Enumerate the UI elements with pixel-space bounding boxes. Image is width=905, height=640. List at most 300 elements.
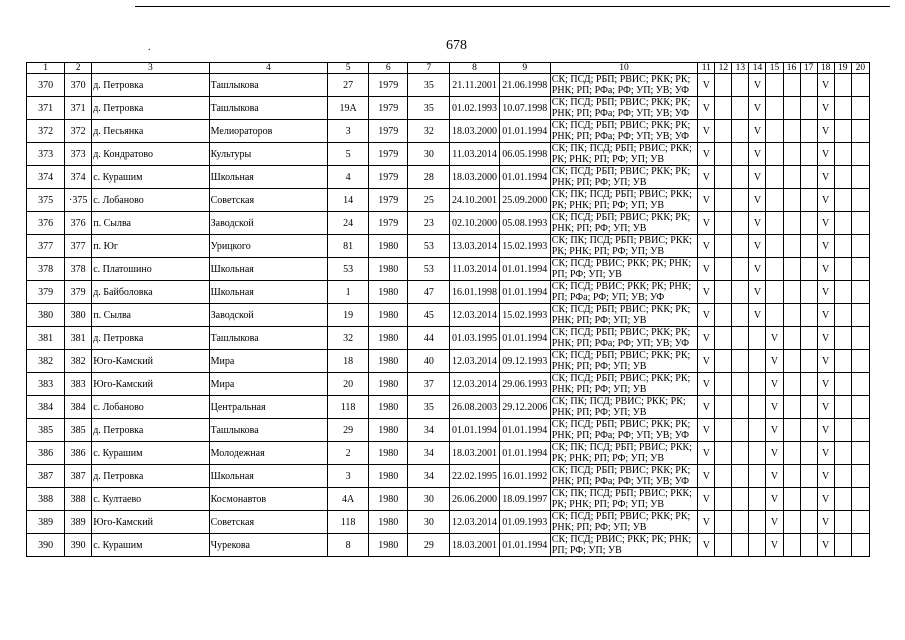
- date-2-cell: 29.12.2006: [499, 396, 550, 419]
- settlement-cell: д. Петровка: [92, 327, 209, 350]
- mark-cell-col-13: [732, 143, 749, 166]
- house-number-cell: 19: [328, 304, 369, 327]
- build-year-cell: 1980: [369, 534, 408, 557]
- street-cell: Заводской: [209, 304, 327, 327]
- house-number-cell: 3: [328, 465, 369, 488]
- mark-cell-col-17: [800, 166, 817, 189]
- mark-cell-col-17: [800, 281, 817, 304]
- mark-cell-col-15: [766, 166, 783, 189]
- date-2-cell: 01.01.1994: [499, 442, 550, 465]
- mark-cell-col-15: [766, 189, 783, 212]
- date-2-cell: 29.06.1993: [499, 373, 550, 396]
- mark-cell-col-15: [766, 304, 783, 327]
- date-2-cell: 01.01.1994: [499, 534, 550, 557]
- mark-cell-col-11: V: [698, 97, 715, 120]
- mark-cell-col-12: [715, 235, 732, 258]
- build-year-cell: 1980: [369, 350, 408, 373]
- page-dot: .: [148, 42, 151, 53]
- row-number: 386: [27, 442, 65, 465]
- date-1-cell: 13.03.2014: [450, 235, 499, 258]
- row-number: 390: [27, 534, 65, 557]
- mark-cell-col-16: [783, 97, 800, 120]
- mark-cell-col-19: [834, 419, 851, 442]
- mark-cell-col-17: [800, 488, 817, 511]
- works-list-cell: СК; ПСД; РБП; РВИС; РКК; РК; РНК; РП; РФа; РФ; УП; УВ; УФ: [550, 120, 698, 143]
- mark-cell-col-15: V: [766, 534, 783, 557]
- settlement-cell: п. Юг: [92, 235, 209, 258]
- mark-cell-col-14: V: [749, 120, 766, 143]
- mark-cell-col-12: [715, 189, 732, 212]
- works-list-cell: СК; ПСД; РВИС; РКК; РК; РНК; РП; РФ; УП; УВ: [550, 534, 698, 557]
- works-list-cell: СК; ПСД; РБП; РВИС; РКК; РК; РНК; РП; РФа; РФ; УП; УВ; УФ: [550, 74, 698, 97]
- mark-cell-col-14: V: [749, 212, 766, 235]
- house-number-cell: 118: [328, 396, 369, 419]
- mark-cell-col-18: V: [817, 488, 834, 511]
- table-row: [27, 212, 870, 235]
- table-row: [27, 396, 870, 419]
- mark-cell-col-17: [800, 304, 817, 327]
- age-cell: 53: [408, 235, 450, 258]
- column-header-12: 12: [715, 63, 732, 74]
- mark-cell-col-12: [715, 212, 732, 235]
- age-cell: 37: [408, 373, 450, 396]
- mark-cell-col-16: [783, 281, 800, 304]
- mark-cell-col-14: V: [749, 143, 766, 166]
- row-number: 380: [27, 304, 65, 327]
- column-header-10: 10: [550, 63, 698, 74]
- mark-cell-col-15: V: [766, 396, 783, 419]
- street-cell: Ташлыкова: [209, 97, 327, 120]
- mark-cell-col-20: [851, 143, 869, 166]
- works-list-cell: СК; ПСД; РБП; РВИС; РКК; РК; РНК; РП; РФа; РФ; УП; УВ; УФ: [550, 419, 698, 442]
- row-number: 374: [27, 166, 65, 189]
- mark-cell-col-13: [732, 442, 749, 465]
- mark-cell-col-18: V: [817, 465, 834, 488]
- mark-cell-col-13: [732, 511, 749, 534]
- settlement-cell: д. Байболовка: [92, 281, 209, 304]
- mark-cell-col-11: V: [698, 511, 715, 534]
- mark-cell-col-16: [783, 212, 800, 235]
- build-year-cell: 1980: [369, 373, 408, 396]
- date-1-cell: 18.03.2001: [450, 442, 499, 465]
- mark-cell-col-19: [834, 97, 851, 120]
- mark-cell-col-13: [732, 488, 749, 511]
- row-number: 376: [27, 212, 65, 235]
- mark-cell-col-11: V: [698, 327, 715, 350]
- mark-cell-col-13: [732, 189, 749, 212]
- works-list-cell: СК; ПСД; РВИС; РКК; РК; РНК; РП; РФ; УП; УВ: [550, 258, 698, 281]
- mark-cell-col-14: [749, 534, 766, 557]
- settlement-cell: с. Курашим: [92, 442, 209, 465]
- mark-cell-col-15: [766, 258, 783, 281]
- mark-cell-col-11: V: [698, 350, 715, 373]
- mark-cell-col-17: [800, 442, 817, 465]
- street-cell: Центральная: [209, 396, 327, 419]
- mark-cell-col-16: [783, 419, 800, 442]
- date-2-cell: 01.09.1993: [499, 511, 550, 534]
- table-row: [27, 74, 870, 97]
- mark-cell-col-18: V: [817, 281, 834, 304]
- mark-cell-col-20: [851, 74, 869, 97]
- mark-cell-col-17: [800, 350, 817, 373]
- column-header-4: 4: [209, 63, 327, 74]
- house-number-cell: 8: [328, 534, 369, 557]
- mark-cell-col-19: [834, 258, 851, 281]
- street-cell: Урицкого: [209, 235, 327, 258]
- mark-cell-col-20: [851, 97, 869, 120]
- mark-cell-col-12: [715, 419, 732, 442]
- table-row: [27, 235, 870, 258]
- mark-cell-col-11: V: [698, 465, 715, 488]
- house-number-cell: 118: [328, 511, 369, 534]
- mark-cell-col-12: [715, 166, 732, 189]
- column-header-8: 8: [450, 63, 499, 74]
- mark-cell-col-13: [732, 74, 749, 97]
- build-year-cell: 1980: [369, 419, 408, 442]
- age-cell: 35: [408, 74, 450, 97]
- row-number: 382: [27, 350, 65, 373]
- table-body: [27, 74, 870, 557]
- mark-cell-col-17: [800, 212, 817, 235]
- date-1-cell: 26.06.2000: [450, 488, 499, 511]
- mark-cell-col-11: V: [698, 373, 715, 396]
- mark-cell-col-16: [783, 396, 800, 419]
- build-year-cell: 1980: [369, 511, 408, 534]
- build-year-cell: 1980: [369, 304, 408, 327]
- page-number: 678: [446, 38, 467, 53]
- street-cell: Школьная: [209, 258, 327, 281]
- row-index: 385: [65, 419, 92, 442]
- street-cell: Ташлыкова: [209, 419, 327, 442]
- mark-cell-col-18: V: [817, 235, 834, 258]
- row-number: 384: [27, 396, 65, 419]
- mark-cell-col-13: [732, 373, 749, 396]
- mark-cell-col-20: [851, 189, 869, 212]
- mark-cell-col-15: [766, 74, 783, 97]
- settlement-cell: с. Курашим: [92, 166, 209, 189]
- mark-cell-col-18: V: [817, 143, 834, 166]
- street-cell: Заводской: [209, 212, 327, 235]
- row-index: 383: [65, 373, 92, 396]
- settlement-cell: д. Петровка: [92, 97, 209, 120]
- mark-cell-col-18: V: [817, 442, 834, 465]
- mark-cell-col-13: [732, 419, 749, 442]
- mark-cell-col-20: [851, 258, 869, 281]
- works-list-cell: СК; ПСД; РБП; РВИС; РКК; РК; РНК; РП; РФ; УП; УВ: [550, 350, 698, 373]
- mark-cell-col-15: [766, 97, 783, 120]
- date-1-cell: 18.03.2000: [450, 166, 499, 189]
- settlement-cell: Юго-Камский: [92, 373, 209, 396]
- house-number-cell: 14: [328, 189, 369, 212]
- mark-cell-col-18: V: [817, 189, 834, 212]
- date-2-cell: 01.01.1994: [499, 120, 550, 143]
- settlement-cell: с. Лобаново: [92, 189, 209, 212]
- age-cell: 25: [408, 189, 450, 212]
- date-1-cell: 02.10.2000: [450, 212, 499, 235]
- mark-cell-col-17: [800, 327, 817, 350]
- mark-cell-col-15: V: [766, 327, 783, 350]
- mark-cell-col-17: [800, 373, 817, 396]
- mark-cell-col-14: V: [749, 189, 766, 212]
- mark-cell-col-17: [800, 120, 817, 143]
- street-cell: Школьная: [209, 465, 327, 488]
- mark-cell-col-19: [834, 396, 851, 419]
- row-index: 381: [65, 327, 92, 350]
- row-index: 376: [65, 212, 92, 235]
- works-list-cell: СК; ПК; ПСД; РБП; РВИС; РКК; РК; РНК; РП; РФ; УП; УВ: [550, 143, 698, 166]
- table-row: [27, 488, 870, 511]
- mark-cell-col-13: [732, 166, 749, 189]
- age-cell: 32: [408, 120, 450, 143]
- row-index: 387: [65, 465, 92, 488]
- works-list-cell: СК; ПК; ПСД; РВИС; РКК; РК; РНК; РП; РФ; УП; УВ: [550, 396, 698, 419]
- mark-cell-col-14: [749, 396, 766, 419]
- row-number: 379: [27, 281, 65, 304]
- settlement-cell: с. Лобаново: [92, 396, 209, 419]
- mark-cell-col-15: V: [766, 488, 783, 511]
- settlement-cell: п. Сылва: [92, 212, 209, 235]
- mark-cell-col-14: V: [749, 74, 766, 97]
- mark-cell-col-13: [732, 235, 749, 258]
- mark-cell-col-17: [800, 419, 817, 442]
- mark-cell-col-20: [851, 396, 869, 419]
- mark-cell-col-17: [800, 143, 817, 166]
- mark-cell-col-20: [851, 511, 869, 534]
- column-header-19: 19: [834, 63, 851, 74]
- age-cell: 35: [408, 97, 450, 120]
- mark-cell-col-20: [851, 235, 869, 258]
- mark-cell-col-13: [732, 465, 749, 488]
- mark-cell-col-17: [800, 258, 817, 281]
- mark-cell-col-16: [783, 258, 800, 281]
- age-cell: 23: [408, 212, 450, 235]
- street-cell: Мира: [209, 350, 327, 373]
- mark-cell-col-11: V: [698, 189, 715, 212]
- row-number: 371: [27, 97, 65, 120]
- table-row: [27, 511, 870, 534]
- street-cell: Молодежная: [209, 442, 327, 465]
- mark-cell-col-14: [749, 419, 766, 442]
- age-cell: 40: [408, 350, 450, 373]
- row-index: 371: [65, 97, 92, 120]
- build-year-cell: 1979: [369, 166, 408, 189]
- column-header-5: 5: [328, 63, 369, 74]
- date-1-cell: 01.02.1993: [450, 97, 499, 120]
- date-2-cell: 09.12.1993: [499, 350, 550, 373]
- street-cell: Ташлыкова: [209, 327, 327, 350]
- mark-cell-col-13: [732, 258, 749, 281]
- row-index: 373: [65, 143, 92, 166]
- mark-cell-col-19: [834, 304, 851, 327]
- mark-cell-col-19: [834, 373, 851, 396]
- mark-cell-col-15: [766, 235, 783, 258]
- mark-cell-col-17: [800, 97, 817, 120]
- mark-cell-col-12: [715, 74, 732, 97]
- mark-cell-col-12: [715, 511, 732, 534]
- mark-cell-col-15: V: [766, 511, 783, 534]
- house-number-cell: 81: [328, 235, 369, 258]
- street-cell: Мелиораторов: [209, 120, 327, 143]
- age-cell: 53: [408, 258, 450, 281]
- mark-cell-col-17: [800, 465, 817, 488]
- settlement-cell: д. Песьянка: [92, 120, 209, 143]
- row-index: 370: [65, 74, 92, 97]
- row-index: 378: [65, 258, 92, 281]
- mark-cell-col-18: V: [817, 327, 834, 350]
- date-1-cell: 12.03.2014: [450, 511, 499, 534]
- table-row: [27, 143, 870, 166]
- mark-cell-col-19: [834, 327, 851, 350]
- street-cell: Советская: [209, 511, 327, 534]
- build-year-cell: 1979: [369, 189, 408, 212]
- mark-cell-col-15: [766, 281, 783, 304]
- table-row: [27, 419, 870, 442]
- row-index: 386: [65, 442, 92, 465]
- mark-cell-col-19: [834, 189, 851, 212]
- house-number-cell: 3: [328, 120, 369, 143]
- works-list-cell: СК; ПСД; РБП; РВИС; РКК; РК; РНК; РП; РФ; УП; УВ: [550, 166, 698, 189]
- mark-cell-col-16: [783, 373, 800, 396]
- build-year-cell: 1980: [369, 281, 408, 304]
- mark-cell-col-15: [766, 143, 783, 166]
- mark-cell-col-12: [715, 143, 732, 166]
- age-cell: 28: [408, 166, 450, 189]
- mark-cell-col-19: [834, 350, 851, 373]
- mark-cell-col-20: [851, 350, 869, 373]
- works-list-cell: СК; ПК; ПСД; РБП; РВИС; РКК; РК; РНК; РП; РФ; УП; УВ: [550, 235, 698, 258]
- mark-cell-col-14: V: [749, 258, 766, 281]
- mark-cell-col-18: V: [817, 166, 834, 189]
- mark-cell-col-19: [834, 166, 851, 189]
- table-row: [27, 350, 870, 373]
- row-index: 377: [65, 235, 92, 258]
- settlement-cell: с. Курашим: [92, 534, 209, 557]
- mark-cell-col-15: [766, 120, 783, 143]
- mark-cell-col-14: V: [749, 97, 766, 120]
- column-header-1: 1: [27, 63, 65, 74]
- mark-cell-col-16: [783, 166, 800, 189]
- mark-cell-col-17: [800, 534, 817, 557]
- mark-cell-col-12: [715, 120, 732, 143]
- age-cell: 34: [408, 442, 450, 465]
- age-cell: 30: [408, 143, 450, 166]
- date-2-cell: 15.02.1993: [499, 235, 550, 258]
- house-number-cell: 4А: [328, 488, 369, 511]
- mark-cell-col-13: [732, 534, 749, 557]
- works-list-cell: СК; ПК; ПСД; РБП; РВИС; РКК; РК; РНК; РП; РФ; УП; УВ: [550, 442, 698, 465]
- house-number-cell: 32: [328, 327, 369, 350]
- row-number: 378: [27, 258, 65, 281]
- house-number-cell: 27: [328, 74, 369, 97]
- settlement-cell: Юго-Камский: [92, 350, 209, 373]
- date-1-cell: 12.03.2014: [450, 373, 499, 396]
- date-1-cell: 26.08.2003: [450, 396, 499, 419]
- settlement-cell: д. Кондратово: [92, 143, 209, 166]
- mark-cell-col-16: [783, 235, 800, 258]
- row-number: 383: [27, 373, 65, 396]
- row-index: 380: [65, 304, 92, 327]
- mark-cell-col-16: [783, 304, 800, 327]
- mark-cell-col-18: V: [817, 511, 834, 534]
- works-list-cell: СК; ПСД; РБП; РВИС; РКК; РК; РНК; РП; РФа; РФ; УП; УВ; УФ: [550, 97, 698, 120]
- mark-cell-col-15: [766, 212, 783, 235]
- mark-cell-col-19: [834, 212, 851, 235]
- table-row: [27, 281, 870, 304]
- mark-cell-col-12: [715, 534, 732, 557]
- settlement-cell: д. Петровка: [92, 465, 209, 488]
- row-number: 373: [27, 143, 65, 166]
- row-number: 388: [27, 488, 65, 511]
- mark-cell-col-20: [851, 419, 869, 442]
- mark-cell-col-18: V: [817, 120, 834, 143]
- mark-cell-col-11: V: [698, 258, 715, 281]
- mark-cell-col-16: [783, 120, 800, 143]
- column-header-9: 9: [499, 63, 550, 74]
- works-list-cell: СК; ПК; ПСД; РБП; РВИС; РКК; РК; РНК; РП; РФ; УП; УВ: [550, 189, 698, 212]
- build-year-cell: 1980: [369, 327, 408, 350]
- settlement-cell: с. Култаево: [92, 488, 209, 511]
- settlement-cell: с. Платошино: [92, 258, 209, 281]
- mark-cell-col-11: V: [698, 120, 715, 143]
- works-list-cell: СК; ПК; ПСД; РБП; РВИС; РКК; РК; РНК; РП; РФ; УП; УВ: [550, 488, 698, 511]
- street-cell: Чурекова: [209, 534, 327, 557]
- column-header-2: 2: [65, 63, 92, 74]
- column-header-17: 17: [800, 63, 817, 74]
- age-cell: 44: [408, 327, 450, 350]
- settlement-cell: Юго-Камский: [92, 511, 209, 534]
- row-index: 374: [65, 166, 92, 189]
- mark-cell-col-20: [851, 166, 869, 189]
- age-cell: 30: [408, 488, 450, 511]
- mark-cell-col-11: V: [698, 281, 715, 304]
- table-row: [27, 120, 870, 143]
- mark-cell-col-16: [783, 189, 800, 212]
- column-header-6: 6: [369, 63, 408, 74]
- row-number: 387: [27, 465, 65, 488]
- build-year-cell: 1980: [369, 396, 408, 419]
- date-1-cell: 01.03.1995: [450, 327, 499, 350]
- row-number: 389: [27, 511, 65, 534]
- mark-cell-col-13: [732, 120, 749, 143]
- date-2-cell: 18.09.1997: [499, 488, 550, 511]
- mark-cell-col-16: [783, 465, 800, 488]
- mark-cell-col-14: V: [749, 304, 766, 327]
- date-1-cell: 12.03.2014: [450, 304, 499, 327]
- mark-cell-col-20: [851, 465, 869, 488]
- date-1-cell: 11.03.2014: [450, 258, 499, 281]
- mark-cell-col-12: [715, 327, 732, 350]
- mark-cell-col-18: V: [817, 74, 834, 97]
- mark-cell-col-19: [834, 120, 851, 143]
- date-1-cell: 22.02.1995: [450, 465, 499, 488]
- mark-cell-col-13: [732, 350, 749, 373]
- mark-cell-col-12: [715, 258, 732, 281]
- build-year-cell: 1979: [369, 120, 408, 143]
- mark-cell-col-14: V: [749, 235, 766, 258]
- row-index: 389: [65, 511, 92, 534]
- mark-cell-col-18: V: [817, 97, 834, 120]
- mark-cell-col-12: [715, 97, 732, 120]
- mark-cell-col-13: [732, 304, 749, 327]
- mark-cell-col-20: [851, 534, 869, 557]
- age-cell: 30: [408, 511, 450, 534]
- mark-cell-col-18: V: [817, 304, 834, 327]
- mark-cell-col-17: [800, 235, 817, 258]
- mark-cell-col-18: V: [817, 373, 834, 396]
- house-number-cell: 20: [328, 373, 369, 396]
- house-number-cell: 18: [328, 350, 369, 373]
- row-number: 377: [27, 235, 65, 258]
